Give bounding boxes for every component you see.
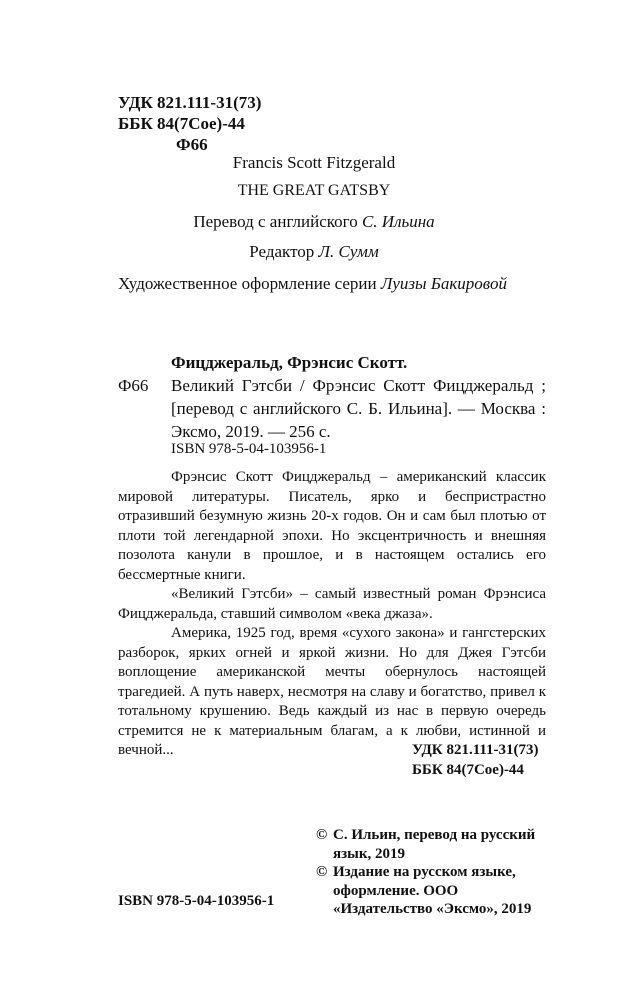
copyright-symbol: ©: [316, 864, 328, 880]
design-label: Художественное оформление серии: [118, 274, 377, 293]
designer-name: Луизы Бакировой: [380, 274, 507, 293]
bbk-code-bottom: ББК 84(7Сое)-44: [412, 762, 524, 778]
copyright-block: [316, 826, 556, 919]
translator-name: С. Ильина: [361, 212, 435, 231]
bbk-code: ББК 84(7Сое)-44: [118, 114, 245, 133]
editor-label: Редактор: [249, 242, 315, 261]
annotation-paragraph: Фрэнсис Скотт Фицджеральд – американский классик мировой литературы. Писатель, ярко и беспристрастно отразивший безумную жизнь 20-х годов. Он и сам был плотью от плоти той легендарной эпохи. Но эксцентричность и внешняя позолота канули в прошлое, и в настоящем остались его бессмертные книги.: [118, 469, 546, 583]
copyright-translation: [316, 826, 556, 863]
copyright-translation-text: С. Ильин, перевод на русский язык, 2019: [333, 827, 536, 862]
entry-author-heading: Фицджеральд, Фрэнсис Скотт.: [171, 353, 408, 372]
udk-code-bottom: УДК 821.111-31(73): [412, 742, 539, 758]
annotation-paragraph: Америка, 1925 год, время «сухого закона» и гангстерских разборок, ярких огней и яркой жизни. Но для Джея Гэтсби воплощение американской мечты обернулось настоящей трагедией. А путь наверх, несмотря на славу и богатство, привел к тотальному крушению. Ведь каждый из нас в первую очередь стремится не к материальным благам, а к любви, истинной и вечной...: [118, 625, 546, 758]
copyright-edition: [316, 863, 556, 919]
translation-label: Перевод с английского: [193, 212, 358, 231]
original-title: THE GREAT GATSBY: [237, 182, 391, 199]
copyright-edition-text: Издание на русском языке, оформление. ООО «Издательство «Эксмо», 2019: [333, 864, 532, 917]
editor-name: Л. Сумм: [318, 242, 379, 261]
footer-isbn: ISBN 978-5-04-103956-1: [118, 893, 275, 909]
entry-author-mark: Ф66: [118, 376, 149, 395]
design-line: [118, 274, 507, 294]
entry-description: Великий Гэтсби / Фрэнсис Скотт Фицджеральд ; [перевод с английского С. Б. Ильина]. — Москва : Эксмо, 2019. — 256 с.: [171, 376, 546, 441]
copyright-symbol: ©: [316, 827, 328, 843]
annotation-paragraph: «Великий Гэтсби» – самый известный роман Фрэнсиса Фицджеральда, ставший символом «века джаза».: [118, 586, 546, 622]
author-mark: Ф66: [176, 135, 208, 154]
translator-line: [100, 212, 528, 232]
editor-line: [100, 242, 528, 262]
classification-block-bottom: [412, 740, 539, 780]
annotation: [118, 468, 546, 761]
catalog-entry: [118, 351, 546, 443]
udk-code: УДК 821.111-31(73): [118, 93, 262, 112]
entry-isbn: ISBN 978-5-04-103956-1: [171, 441, 327, 457]
original-author: Francis Scott Fitzgerald: [232, 153, 396, 172]
classification-block-top: [118, 92, 261, 155]
